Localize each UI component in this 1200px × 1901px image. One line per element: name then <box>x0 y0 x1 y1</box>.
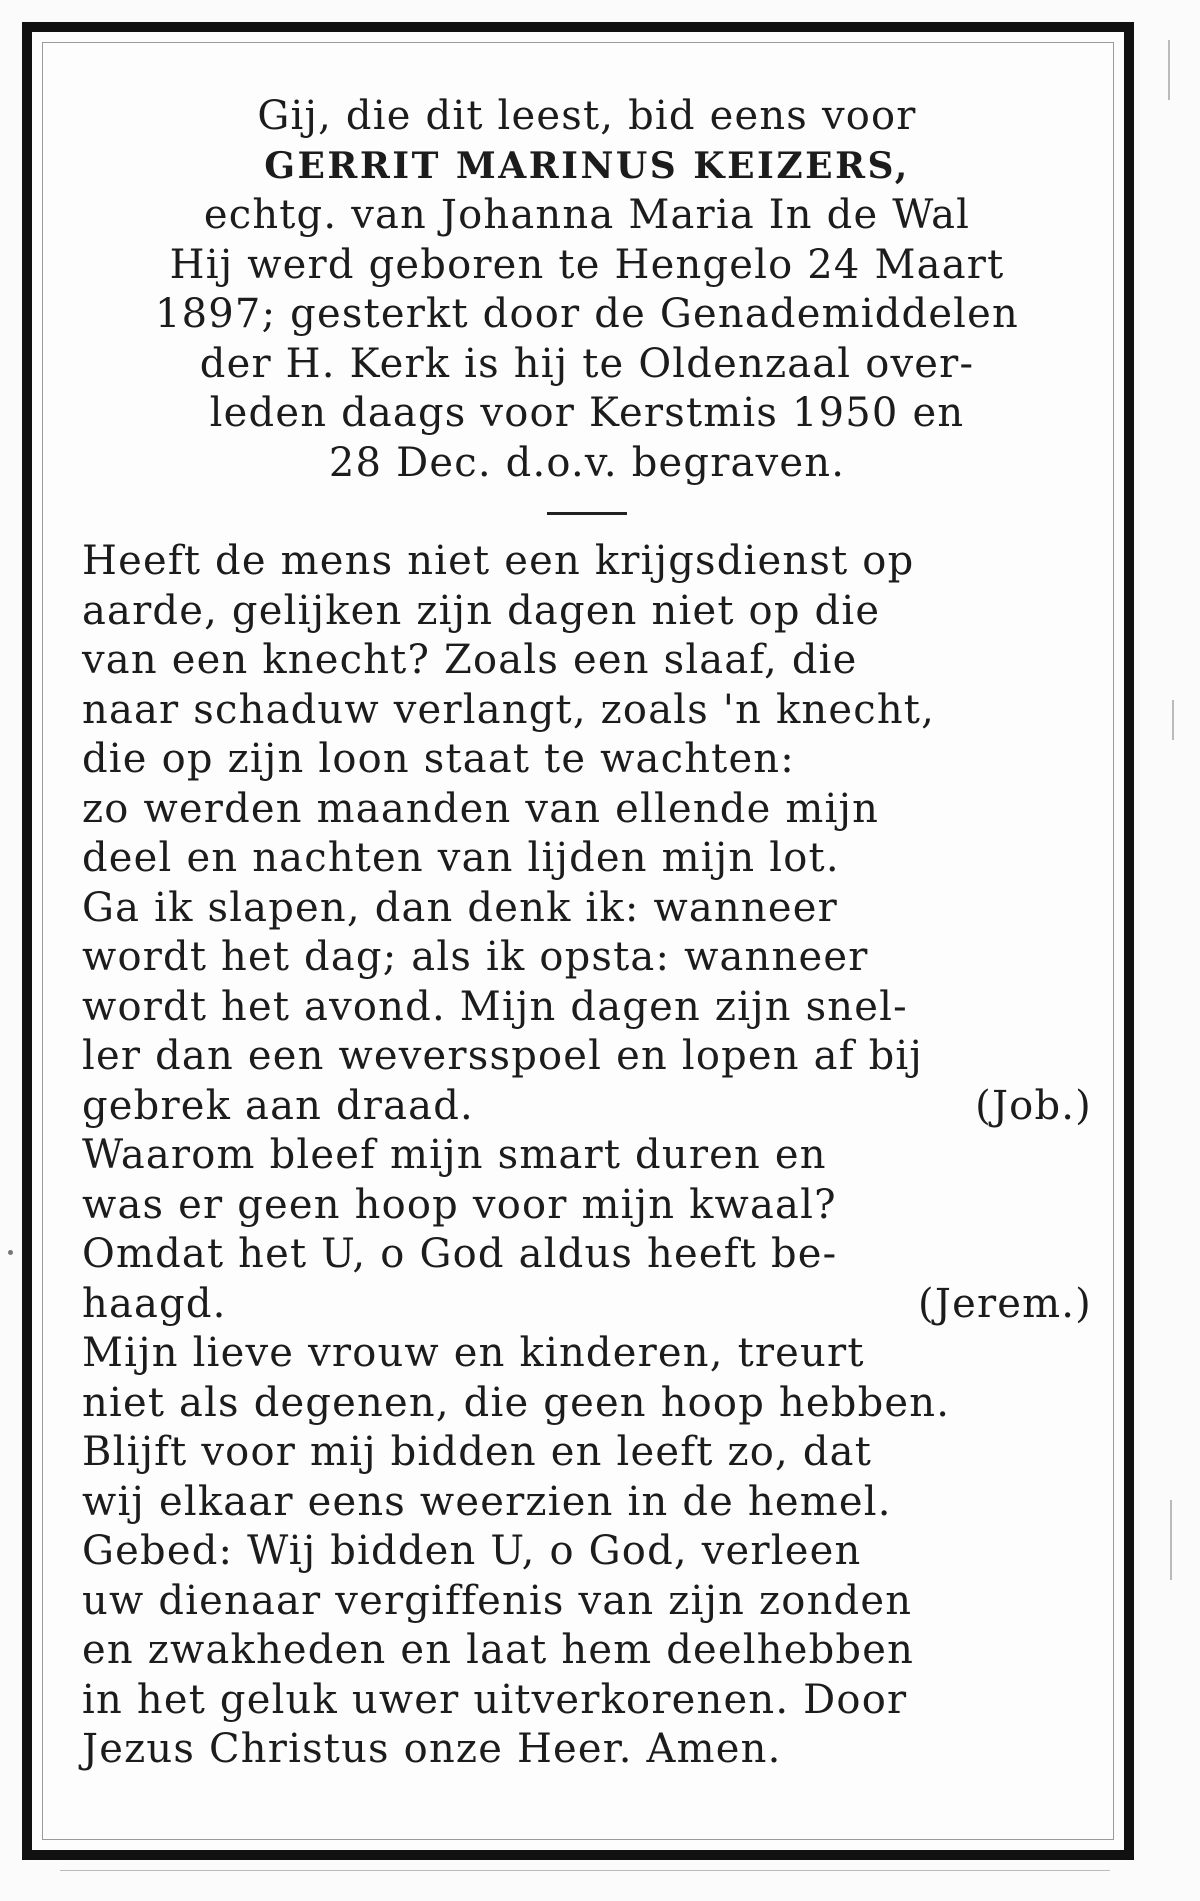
bio-line: leden daags voor Kerstmis 1950 en <box>209 390 965 436</box>
bio-line: Hij werd geboren te Hengelo 24 Maart <box>169 241 1005 288</box>
job-verse-line: zo werden maanden van ellende mijn <box>82 785 880 832</box>
job-verse-line: wordt het avond. Mijn dagen zijn snel- <box>82 983 908 1030</box>
spouse-line: echtg. van Johanna Maria In de Wal <box>203 192 971 238</box>
job-verse-line: van een knecht? Zoals een slaaf, die <box>82 637 858 683</box>
prayer-line: Jezus Christus onze Heer. Amen. <box>82 1726 782 1772</box>
jeremiah-verse-line: Waarom bleef mijn smart duren en <box>82 1132 827 1178</box>
scan-speck <box>8 1250 13 1255</box>
scan-edge-mark <box>1170 1500 1172 1580</box>
job-verse-line: ler dan een weversspoel en lopen af bij <box>82 1033 924 1079</box>
family-message-line: Mijn lieve vrouw en kinderen, treurt <box>82 1330 865 1376</box>
job-verse-line: Heeft de mens niet een krijgsdienst op <box>82 538 915 584</box>
jeremiah-reference: (Jerem.) <box>918 1280 1092 1327</box>
job-verse-line: naar schaduw verlangt, zoals 'n knecht, <box>82 686 935 733</box>
prayer-line: in het geluk uwer uitverkorenen. Door <box>82 1676 908 1723</box>
prayer-line: Gebed: Wij bidden U, o God, verleen <box>82 1528 862 1574</box>
scan-edge-mark <box>1168 40 1170 100</box>
job-verse-line: aarde, gelijken zijn dagen niet op die <box>82 587 881 634</box>
job-reference: (Job.) <box>975 1082 1092 1129</box>
divider-rule <box>547 512 627 515</box>
jeremiah-verse-line: Omdat het U, o God aldus heeft be- <box>82 1231 838 1277</box>
job-verse-text: gebrek aan draad. <box>82 1082 474 1129</box>
scan-edge-mark <box>60 1870 1110 1871</box>
deceased-name: GERRIT MARINUS KEIZERS, <box>264 144 910 187</box>
family-message-line: Blijft voor mij bidden en leeft zo, dat <box>82 1429 872 1475</box>
bio-line: 28 Dec. d.o.v. begraven. <box>328 439 846 486</box>
jeremiah-verse-text: haagd. <box>82 1280 227 1327</box>
family-message-line: wij elkaar eens weerzien in de hemel. <box>82 1478 892 1525</box>
intro-line: Gij, die dit leest, bid eens voor <box>257 93 917 139</box>
family-message-line: niet als degenen, die geen hoop hebben. <box>82 1379 951 1426</box>
scan-edge-mark <box>1172 700 1174 740</box>
jeremiah-verse-line: was er geen hoop voor mijn kwaal? <box>82 1181 837 1228</box>
job-verse-line: wordt het dag; als ik opsta: wanneer <box>82 934 869 980</box>
jeremiah-verse-last-line <box>82 1280 1092 1330</box>
job-verse-line: deel en nachten van lijden mijn lot. <box>82 835 840 881</box>
card-text <box>82 92 1092 1775</box>
bio-line: 1897; gesterkt door de Genademiddelen <box>154 291 1020 337</box>
job-verse-last-line <box>82 1082 1092 1132</box>
bio-line: der H. Kerk is hij te Oldenzaal over- <box>199 340 975 387</box>
job-verse-line: Ga ik slapen, dan denk ik: wanneer <box>82 884 838 931</box>
prayer-line: en zwakheden en laat hem deelhebben <box>82 1627 915 1673</box>
prayer-line: uw dienaar vergiffenis van zijn zonden <box>82 1577 913 1624</box>
job-verse-line: die op zijn loon staat te wachten: <box>82 736 795 782</box>
